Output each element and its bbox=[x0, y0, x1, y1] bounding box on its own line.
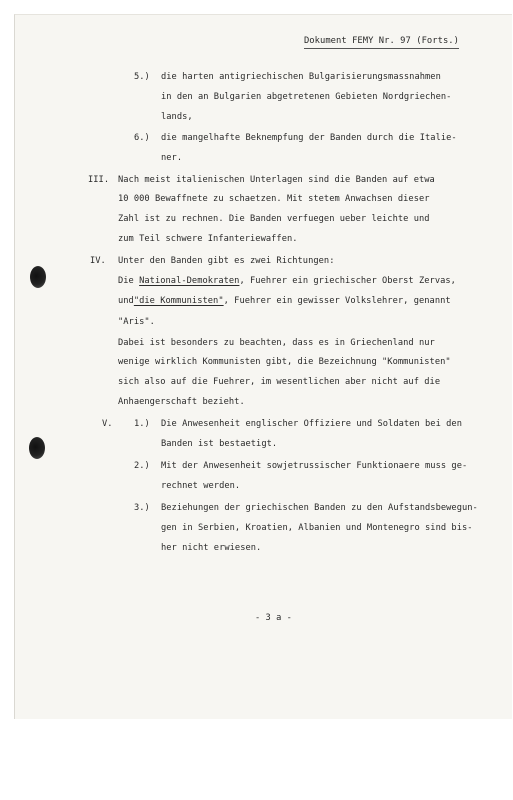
page-marker: - 3 a - bbox=[255, 613, 292, 623]
section-5-item-3-line-2: gen in Serbien, Kroatien, Albanien und Montenegro sind bis- bbox=[161, 523, 473, 533]
section-3-line-3: Zahl ist zu rechnen. Die Banden verfuegen ueber leichte und bbox=[118, 214, 430, 224]
section-5-item-3-number: 3.) bbox=[134, 503, 150, 513]
item-5-line-2: in den an Bulgarien abgetretenen Gebieten Nordgriechen- bbox=[161, 92, 452, 102]
section-4-numeral: IV. bbox=[90, 256, 106, 266]
section-5-item-2-number: 2.) bbox=[134, 461, 150, 471]
section-4-intro: Unter den Banden gibt es zwei Richtungen: bbox=[118, 256, 335, 266]
item-5-number: 5.) bbox=[134, 72, 150, 82]
section-5-item-1-line-2: Banden ist bestaetigt. bbox=[161, 439, 278, 449]
national-demokraten-term: National-Demokraten bbox=[139, 276, 240, 286]
section-5-item-3-line-3: her nicht erwiesen. bbox=[161, 543, 262, 553]
section-5-item-2-line-2: rechnet werden. bbox=[161, 481, 241, 491]
document-header bbox=[304, 37, 459, 46]
section-4-note-line-4: Anhaengerschaft bezieht. bbox=[118, 397, 245, 407]
section-4-line-4: "Aris". bbox=[118, 317, 155, 327]
section-4-note-line-2: wenige wirklich Kommunisten gibt, die Bezeichnung "Kommunisten" bbox=[118, 357, 451, 367]
section-4-line-2 bbox=[118, 277, 456, 286]
punch-hole-bottom bbox=[29, 437, 45, 459]
section-4-line-3-suffix: , Fuehrer ein gewisser Volkslehrer, genannt bbox=[223, 296, 451, 306]
section-5-item-1-line-1: Die Anwesenheit englischer Offiziere und Soldaten bei den bbox=[161, 419, 462, 429]
section-3-line-1: Nach meist italienischen Unterlagen sind die Banden auf etwa bbox=[118, 175, 435, 185]
section-5-numeral: V. bbox=[102, 419, 113, 429]
section-4-line-3-prefix: und bbox=[118, 296, 134, 306]
document-header-label: Dokument FEMY Nr. 97 (Forts.) bbox=[303, 36, 459, 46]
section-3-line-4: zum Teil schwere Infanteriewaffen. bbox=[118, 234, 298, 244]
kommunisten-term: "die Kommunisten" bbox=[133, 296, 224, 306]
item-5-line-3: lands, bbox=[161, 112, 193, 122]
section-4-line-2-suffix: , Fuehrer ein griechischer Oberst Zervas, bbox=[239, 276, 456, 286]
item-5-line-1: die harten antigriechischen Bulgarisierungsmassnahmen bbox=[161, 72, 441, 82]
section-3-numeral: III. bbox=[88, 175, 110, 185]
section-4-line-2-prefix: Die bbox=[118, 276, 140, 286]
header-underline bbox=[304, 48, 459, 49]
item-6-line-2: ner. bbox=[161, 153, 183, 163]
section-4-note-line-1: Dabei ist besonders zu beachten, dass es in Griechenland nur bbox=[118, 338, 435, 348]
section-5-item-2-line-1: Mit der Anwesenheit sowjetrussischer Funktionaere muss ge- bbox=[161, 461, 468, 471]
punch-hole-top bbox=[30, 266, 46, 288]
section-4-note-line-3: sich also auf die Fuehrer, im wesentlichen aber nicht auf die bbox=[118, 377, 441, 387]
section-5-item-3-line-1: Beziehungen der griechischen Banden zu den Aufstandsbewegun- bbox=[161, 503, 478, 513]
item-6-number: 6.) bbox=[134, 133, 150, 143]
section-4-line-3 bbox=[118, 297, 451, 306]
item-6-line-1: die mangelhafte Beknempfung der Banden durch die Italie- bbox=[161, 133, 457, 143]
section-5-item-1-number: 1.) bbox=[134, 419, 150, 429]
section-3-line-2: 10 000 Bewaffnete zu schaetzen. Mit stetem Anwachsen dieser bbox=[118, 194, 430, 204]
